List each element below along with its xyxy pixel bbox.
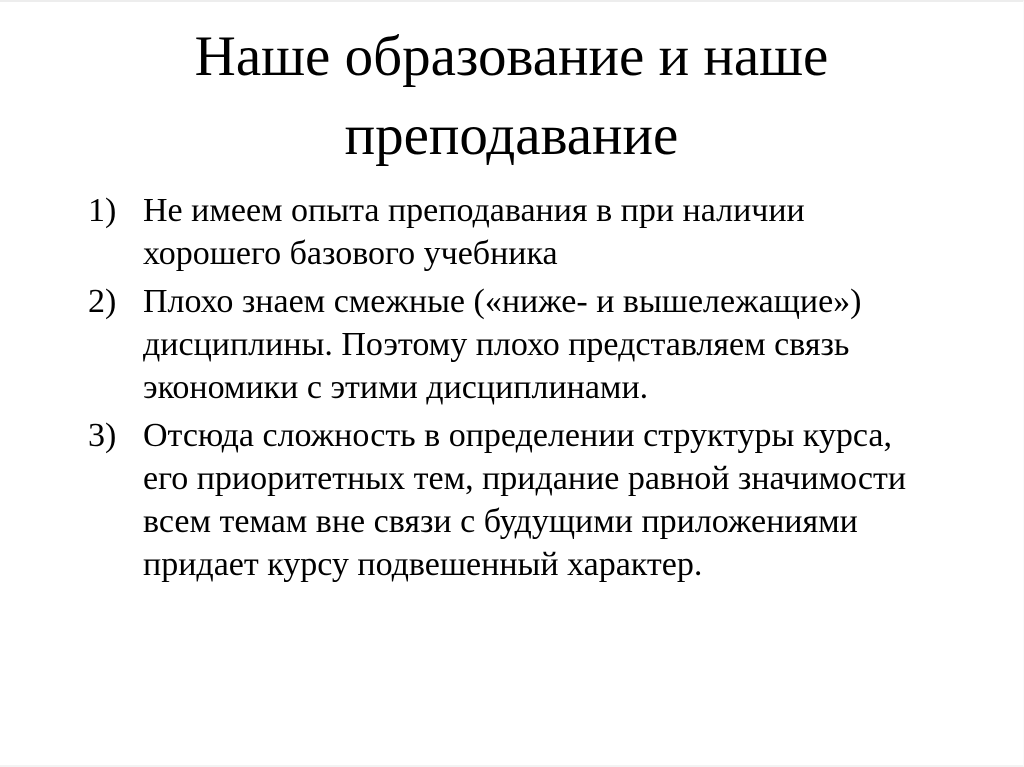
list-item-number: 1): [88, 192, 117, 230]
list-item-text: Не имеем опыта преподавания в при наличии хорошего базового учебника: [143, 192, 805, 273]
list-item-number: 3): [88, 417, 117, 455]
slide-title: Наше образование и наше преподавание: [194, 25, 829, 167]
list-item: [88, 280, 938, 409]
list-item: [88, 414, 938, 586]
list-item-number: 2): [88, 283, 117, 321]
list-item-text: Отсюда сложность в определении структуры курса, его приоритетных тем, придание равной значимости всем темам вне связи с будущими приложениями придает курсу подвешенный характер.: [143, 417, 907, 584]
list-item: [88, 189, 938, 275]
numbered-list: [0, 189, 938, 586]
list-item-text: Плохо знаем смежные («ниже- и вышележащие») дисциплины. Поэтому плохо представляем связь экономики с этими дисциплинами.: [143, 283, 862, 407]
